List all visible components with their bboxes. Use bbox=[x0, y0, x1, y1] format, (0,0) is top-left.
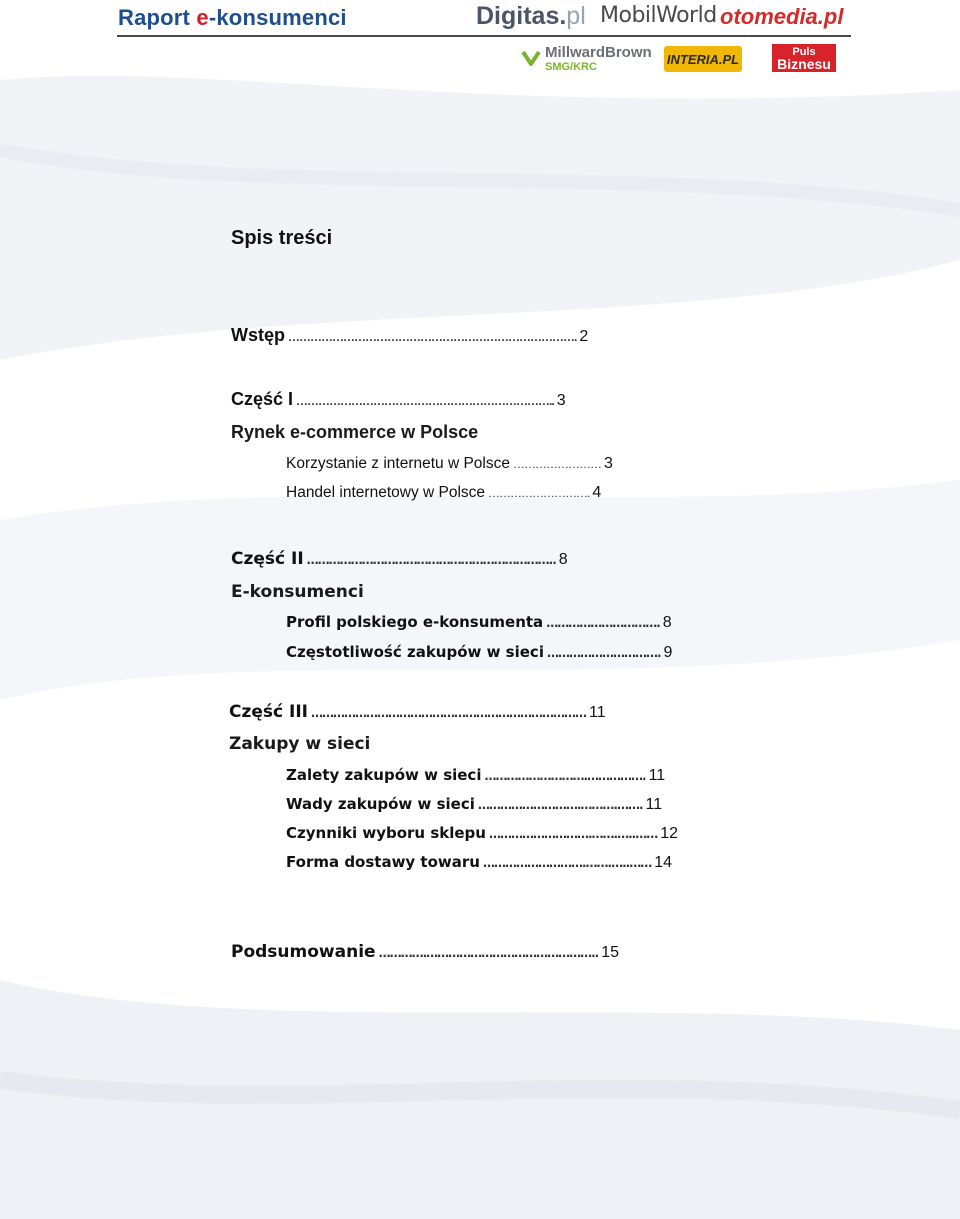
toc-entry-part1-item2[interactable] bbox=[286, 484, 601, 502]
toc-part2-heading: E-konsumenci bbox=[231, 582, 364, 602]
toc-entry-label: Forma dostawy towaru bbox=[286, 853, 480, 871]
toc-entry-summary[interactable] bbox=[231, 942, 619, 962]
millward-brown-subtitle: SMG/KRC bbox=[545, 61, 597, 73]
toc-page-number: 4 bbox=[592, 484, 602, 501]
toc-entry-part3-item1[interactable] bbox=[286, 766, 665, 785]
toc-leader-dots: ……………………….……………. bbox=[484, 769, 646, 783]
toc-entry-wstep[interactable] bbox=[231, 325, 588, 346]
toc-page-number: 8 bbox=[662, 614, 672, 631]
toc-page-number: 11 bbox=[645, 796, 663, 813]
millward-brown-name: MillwardBrown bbox=[545, 44, 652, 61]
digitas-logo-text: Digitas. bbox=[476, 2, 567, 30]
report-title-suffix: -konsumenci bbox=[208, 5, 347, 30]
interia-logo: INTERIA.PL bbox=[664, 46, 742, 72]
toc-entry-label: Częstotliwość zakupów w sieci bbox=[286, 643, 544, 661]
toc-page-number: 11 bbox=[648, 767, 666, 784]
millward-brown-icon bbox=[521, 48, 541, 68]
toc-leader-dots: …………………… bbox=[513, 457, 601, 471]
toc-leader-dots: ………………………. bbox=[488, 486, 590, 500]
toc-page-number: 3 bbox=[556, 392, 566, 409]
toc-entry-label: Handel internetowy w Polsce bbox=[286, 484, 486, 501]
toc-entry-label: Czynniki wyboru sklepu bbox=[286, 824, 486, 842]
report-title-accent: e bbox=[196, 5, 209, 30]
toc-entry-part3-item3[interactable] bbox=[286, 824, 678, 843]
toc-entry-label: Wstęp bbox=[231, 325, 285, 345]
toc-entry-part2-item1[interactable] bbox=[286, 613, 672, 632]
toc-leader-dots: …………………………………………………………….. bbox=[296, 394, 554, 408]
toc-entry-label: Część II bbox=[231, 549, 304, 569]
toc-entry-part3[interactable] bbox=[229, 702, 606, 722]
toc-leader-dots: ………….……………………………………….. bbox=[378, 946, 599, 960]
toc-leader-dots: ……………………………………………………………………. bbox=[288, 330, 577, 344]
puls-biznesu-logo-line2: Biznesu bbox=[777, 56, 831, 72]
toc-leader-dots: ……………………….…….…..…… bbox=[482, 856, 652, 870]
toc-page-number: 14 bbox=[654, 854, 672, 871]
puls-biznesu-logo bbox=[772, 44, 836, 72]
toc-entry-label: Korzystanie z internetu w Polsce bbox=[286, 455, 510, 472]
toc-leader-dots: ………………………………………………………………… bbox=[311, 706, 586, 720]
toc-title: Spis treści bbox=[231, 227, 333, 249]
toc-page-number: 3 bbox=[604, 455, 613, 472]
digitas-logo-pl: pl bbox=[566, 2, 586, 30]
toc-entry-label: Część I bbox=[231, 389, 294, 409]
digitas-logo bbox=[476, 2, 586, 31]
toc-entry-part2-item2[interactable] bbox=[286, 643, 672, 662]
toc-entry-part1-item1[interactable] bbox=[286, 455, 613, 473]
header-divider bbox=[117, 35, 851, 37]
toc-entry-label: Wady zakupów w sieci bbox=[286, 795, 475, 813]
toc-leader-dots: …………………………. bbox=[546, 646, 661, 660]
mobilworld-logo: MobilWorld bbox=[600, 3, 717, 28]
toc-leader-dots: ………………………………………………………….. bbox=[306, 553, 556, 567]
toc-leader-dots: …………………………. bbox=[546, 616, 660, 630]
otomedia-logo: otomedia.pl bbox=[720, 4, 844, 29]
toc-entry-label: Profil polskiego e-konsumenta bbox=[286, 613, 544, 631]
toc-page-number: 15 bbox=[601, 944, 620, 961]
toc-part3-heading: Zakupy w sieci bbox=[229, 734, 371, 754]
toc-leader-dots: ……………………….…….…..…… bbox=[488, 827, 658, 841]
toc-entry-label: Zalety zakupów w sieci bbox=[286, 766, 482, 784]
toc-entry-part1[interactable] bbox=[231, 389, 566, 410]
toc-part1-heading: Rynek e-commerce w Polsce bbox=[231, 422, 479, 442]
toc-page-number: 9 bbox=[663, 644, 673, 661]
toc-entry-part2[interactable] bbox=[231, 549, 568, 569]
report-title bbox=[118, 5, 347, 31]
toc-entry-part3-item2[interactable] bbox=[286, 795, 662, 814]
toc-leader-dots: ……………………….……….……. bbox=[477, 798, 643, 812]
toc-page-number: 8 bbox=[558, 551, 568, 568]
toc-entry-part3-item4[interactable] bbox=[286, 853, 672, 872]
report-title-prefix: Raport bbox=[118, 5, 197, 30]
toc-page-number: 2 bbox=[579, 328, 589, 345]
toc-entry-label: Część III bbox=[229, 702, 308, 722]
toc-entry-label: Podsumowanie bbox=[231, 942, 376, 962]
toc-page-number: 12 bbox=[660, 825, 678, 842]
toc-page-number: 11 bbox=[589, 704, 606, 721]
puls-biznesu-logo-line1: Puls bbox=[792, 46, 816, 58]
